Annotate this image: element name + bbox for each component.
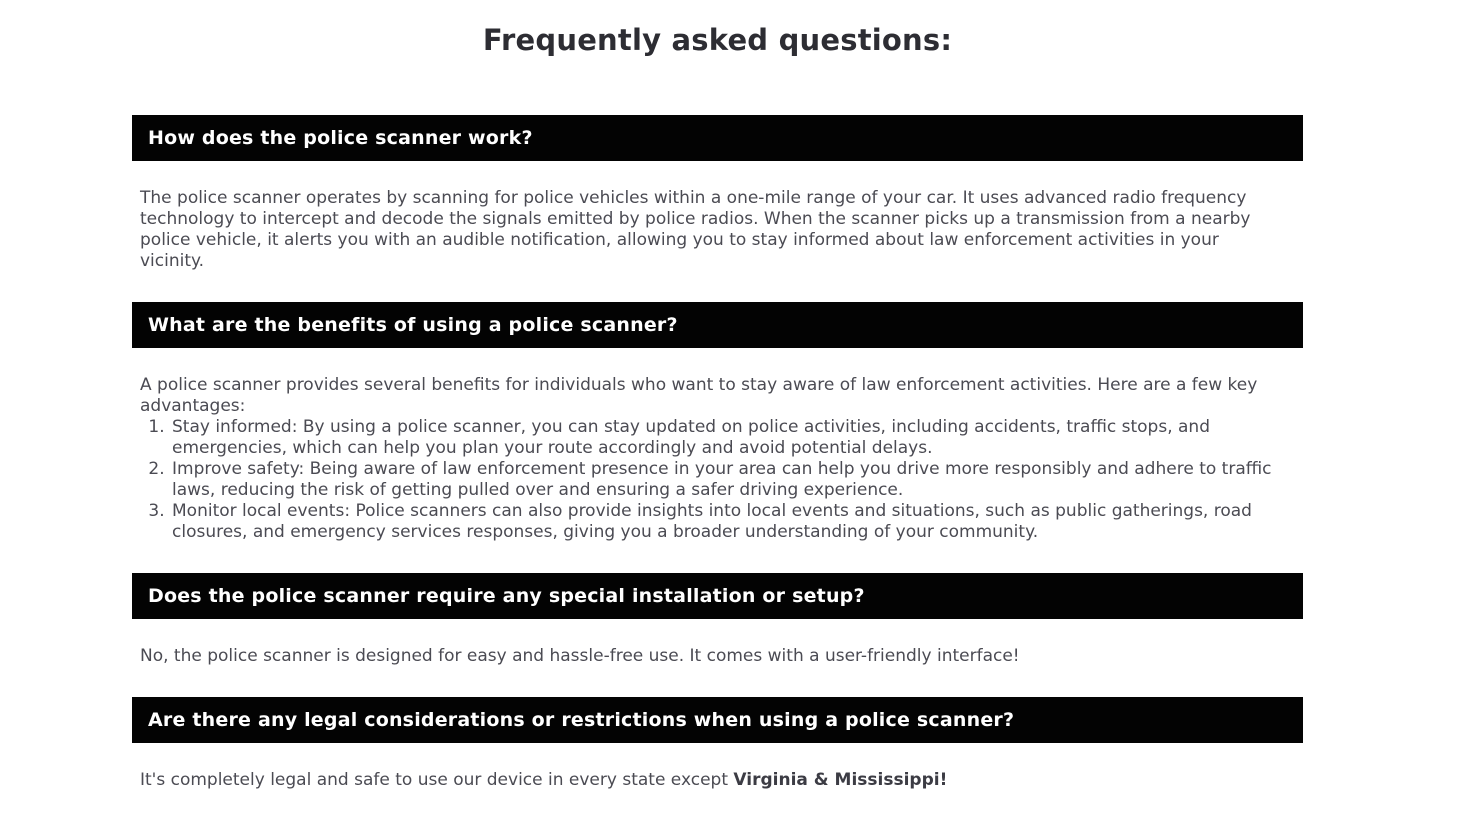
content-container [132,22,1303,791]
page-title: Frequently asked questions: [482,23,953,57]
faq-question-bar [132,115,1303,161]
faq-answer: No, the police scanner is designed for easy and hassle-free use. It comes with a user-friendly interface! [140,646,1020,666]
faq-answer-text: It's completely legal and safe to use our device in every state except [140,770,734,790]
faq-question-bar [132,697,1303,743]
faq-section-installation [132,573,1303,667]
faq-answer: The police scanner operates by scanning for police vehicles within a one-mile range of your car. It uses advanced radio frequency technology to intercept and decode the signals emitted by police radios. When the scanner picks up a transmission from a nearby police vehicle, it alerts you with an audible notification, allowing you to stay informed about law enforcement activities in your vicinity. [140,188,1251,271]
faq-section-how-it-works [132,115,1303,272]
faq-question: What are the benefits of using a police scanner? [148,314,678,336]
faq-answer-list-item: 2. Improve safety: Being aware of law enforcement presence in your area can help you drive more responsibly and adhere to traffic laws, reducing the risk of getting pulled over and ensuring a safer driving experience. [170,459,1295,501]
faq-question-bar [132,573,1303,619]
faq-answer-list-item: 3. Monitor local events: Police scanners can also provide insights into local events and situations, such as public gatherings, road closures, and emergency services responses, giving you a broader understanding of your community. [170,501,1295,543]
faq-answer-intro: A police scanner provides several benefits for individuals who want to stay aware of law enforcement activities. Here are a few key advantages: [140,375,1258,416]
faq-answer-list [140,417,1295,543]
faq-question: Does the police scanner require any special installation or setup? [148,585,865,607]
faq-section-legal [132,697,1303,791]
faq-section-benefits [132,302,1303,543]
faq-question: How does the police scanner work? [148,127,533,149]
faq-answer-list-item: 1. Stay informed: By using a police scanner, you can stay updated on police activities, including accidents, traffic stops, and emergencies, which can help you plan your route accordingly and avoid potential delays. [170,417,1295,459]
faq-answer-bold-states: Virginia & Mississippi! [733,770,948,790]
faq-question: Are there any legal considerations or restrictions when using a police scanner? [148,709,1015,731]
faq-question-bar [132,302,1303,348]
